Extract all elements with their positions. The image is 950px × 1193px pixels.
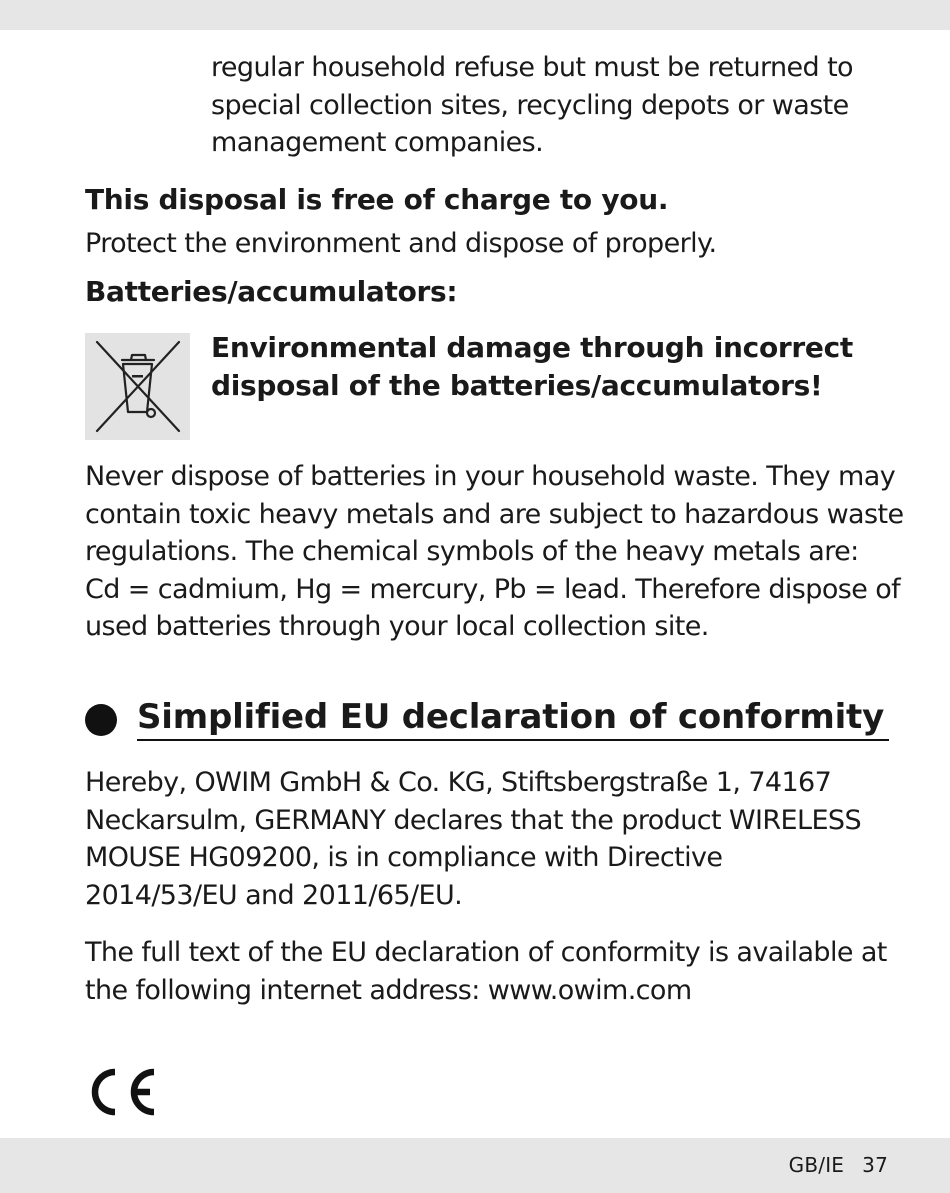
intro-paragraph (211, 49, 911, 162)
warning-line: Environmental damage through incorrect (211, 331, 853, 364)
paragraph-line: the following internet address: www.owim.com (85, 974, 692, 1006)
conformity-heading: Simplified EU declaration of conformity (137, 695, 889, 741)
intro-line: special collection sites, recycling depots or waste (211, 89, 849, 121)
batteries-heading: Batteries/accumulators: (85, 275, 458, 308)
paragraph-line: regulations. The chemical symbols of the heavy metals are: (85, 536, 859, 567)
paragraph-line: used batteries through your local collection site. (85, 611, 709, 642)
page-footer (789, 1153, 888, 1177)
conformity-declaration-paragraph (85, 764, 905, 914)
top-band (0, 0, 950, 30)
paragraph-line: The full text of the EU declaration of conformity is available at (85, 937, 887, 968)
region-label: GB/IE (788, 1153, 845, 1177)
full-text-availability-paragraph (85, 934, 905, 1009)
paragraph-line: Hereby, OWIM GmbH & Co. KG, Stiftsbergstraße 1, 74167 (85, 767, 832, 798)
free-of-charge-note: This disposal is free of charge to you. (85, 183, 669, 216)
battery-disposal-paragraph (85, 458, 905, 646)
bullet-icon (85, 704, 117, 736)
intro-line: regular household refuse but must be returned to (211, 52, 853, 83)
page-number: 37 (862, 1153, 888, 1177)
warning-line: disposal of the batteries/accumulators! (211, 369, 823, 402)
paragraph-line: MOUSE HG09200, is in compliance with Directive (85, 842, 723, 873)
crossed-out-wheelie-bin-icon (85, 333, 190, 440)
conformity-section-header (85, 695, 890, 745)
paragraph-line: Never dispose of batteries in your household waste. They may (85, 461, 896, 492)
paragraph-line: Neckarsulm, GERMANY declares that the product WIRELESS (85, 804, 861, 836)
protect-environment-text: Protect the environment and dispose of properly. (85, 228, 717, 259)
paragraph-line: contain toxic heavy metals and are subject to hazardous waste (85, 498, 904, 530)
intro-line: management companies. (211, 127, 544, 158)
paragraph-line: Cd = cadmium, Hg = mercury, Pb = lead. Therefore dispose of (85, 573, 901, 605)
paragraph-line: 2014/53/EU and 2011/65/EU. (85, 879, 463, 911)
ce-mark-icon (84, 1066, 160, 1118)
battery-warning (211, 329, 911, 405)
